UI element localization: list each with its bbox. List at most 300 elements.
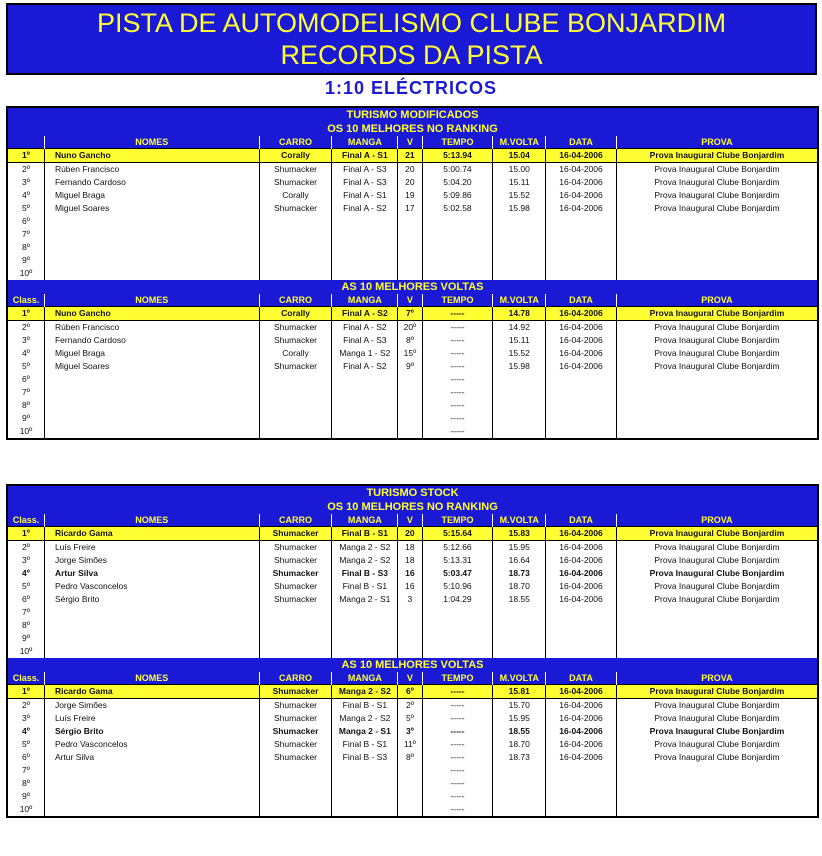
table-row — [8, 176, 817, 189]
cell-best-lap: 15.70 — [493, 699, 546, 713]
cell-class: 4º — [8, 725, 44, 738]
cell-car — [259, 399, 332, 412]
cell-laps — [398, 764, 422, 777]
cell-best-lap — [493, 373, 546, 386]
cell-car: Corally — [259, 347, 332, 360]
table-row — [8, 593, 817, 606]
cell-time: 5:00.74 — [422, 163, 493, 177]
cell-heat — [332, 619, 398, 632]
cell-date: 16-04-2006 — [546, 738, 617, 751]
table-row — [8, 541, 817, 555]
stock-laps-table — [8, 658, 817, 816]
column-header-car: CARRO — [259, 136, 332, 149]
cell-best-lap: 15.52 — [493, 347, 546, 360]
cell-event — [616, 790, 817, 803]
column-header-laps: V — [398, 294, 422, 307]
table-row — [8, 790, 817, 803]
cell-laps — [398, 373, 422, 386]
cell-best-lap — [493, 619, 546, 632]
cell-time: ----- — [422, 373, 493, 386]
cell-best-lap — [493, 241, 546, 254]
column-header-date: DATA — [546, 136, 617, 149]
section-caption: AS 10 MELHORES VOLTAS — [8, 280, 817, 294]
cell-best-lap — [493, 790, 546, 803]
cell-class: 7º — [8, 764, 44, 777]
cell-name — [44, 228, 259, 241]
cell-time: ----- — [422, 738, 493, 751]
cell-class: 10º — [8, 425, 44, 438]
cell-best-lap — [493, 606, 546, 619]
cell-car: Shumacker — [259, 725, 332, 738]
column-header-time: TEMPO — [422, 514, 493, 527]
cell-class: 7º — [8, 228, 44, 241]
cell-date — [546, 777, 617, 790]
cell-name — [44, 645, 259, 658]
cell-laps: 20 — [398, 527, 422, 541]
cell-date — [546, 373, 617, 386]
cell-date — [546, 619, 617, 632]
cell-car: Shumacker — [259, 202, 332, 215]
cell-time: 5:03.47 — [422, 567, 493, 580]
cell-best-lap: 15.98 — [493, 202, 546, 215]
cell-heat: Manga 2 - S2 — [332, 541, 398, 555]
cell-class: 2º — [8, 321, 44, 335]
modificados-ranking-table — [8, 108, 817, 280]
cell-laps: 2º — [398, 699, 422, 713]
cell-name — [44, 803, 259, 816]
cell-laps — [398, 215, 422, 228]
column-header-event: PROVA — [616, 514, 817, 527]
cell-laps — [398, 267, 422, 280]
title-line-1: PISTA DE AUTOMODELISMO CLUBE BONJARDIM — [96, 8, 727, 38]
cell-class: 10º — [8, 267, 44, 280]
table-row — [8, 606, 817, 619]
cell-best-lap: 15.00 — [493, 163, 546, 177]
cell-time: 5:02.58 — [422, 202, 493, 215]
cell-class: 8º — [8, 241, 44, 254]
column-header-event: PROVA — [616, 672, 817, 685]
table-row — [8, 215, 817, 228]
cell-event: Prova Inaugural Clube Bonjardim — [654, 581, 780, 591]
cell-heat: Final A - S1 — [332, 189, 398, 202]
cell-best-lap — [493, 215, 546, 228]
cell-name: Pedro Vasconcelos — [44, 580, 259, 593]
cell-name: Rúben Francisco — [44, 321, 259, 335]
cell-laps — [398, 412, 422, 425]
cell-class: 3º — [8, 334, 44, 347]
cell-heat — [332, 373, 398, 386]
column-header-date: DATA — [546, 672, 617, 685]
cell-time — [422, 632, 493, 645]
cell-event: Prova Inaugural Clube Bonjardim — [654, 335, 780, 345]
cell-car: Shumacker — [259, 567, 332, 580]
cell-date: 16-04-2006 — [546, 685, 617, 699]
cell-laps: 3 — [398, 593, 422, 606]
cell-date — [546, 764, 617, 777]
table-row — [8, 751, 817, 764]
table-row — [8, 803, 817, 816]
cell-time: 5:15.64 — [422, 527, 493, 541]
cell-class: 1º — [8, 149, 44, 163]
cell-time: ----- — [422, 803, 493, 816]
cell-name: Ricardo Gama — [44, 685, 259, 699]
cell-class: 6º — [8, 373, 44, 386]
cell-heat: Manga 2 - S2 — [332, 712, 398, 725]
cell-time — [422, 619, 493, 632]
cell-time: ----- — [422, 751, 493, 764]
cell-heat: Manga 2 - S1 — [332, 593, 398, 606]
cell-best-lap: 15.95 — [493, 712, 546, 725]
cell-time — [422, 215, 493, 228]
cell-date — [546, 241, 617, 254]
cell-class: 6º — [8, 751, 44, 764]
cell-heat: Final A - S2 — [332, 321, 398, 335]
table-row — [8, 347, 817, 360]
column-header-name: NOMES — [44, 514, 259, 527]
cell-date: 16-04-2006 — [546, 541, 617, 555]
table-row — [8, 619, 817, 632]
cell-event — [616, 399, 817, 412]
cell-name — [44, 254, 259, 267]
column-header-date: DATA — [546, 294, 617, 307]
cell-date — [546, 215, 617, 228]
cell-laps — [398, 645, 422, 658]
table-row — [8, 712, 817, 725]
cell-name — [44, 386, 259, 399]
cell-heat: Final A - S2 — [332, 307, 398, 321]
cell-event — [616, 777, 817, 790]
cell-laps: 8º — [398, 334, 422, 347]
column-header-class: Class. — [8, 672, 44, 685]
cell-class: 9º — [8, 632, 44, 645]
cell-class: 7º — [8, 386, 44, 399]
cell-time: ----- — [422, 321, 493, 335]
column-header-name: NOMES — [44, 136, 259, 149]
cell-date — [546, 632, 617, 645]
cell-class: 10º — [8, 803, 44, 816]
cell-car: Shumacker — [259, 712, 332, 725]
cell-class: 3º — [8, 712, 44, 725]
cell-heat — [332, 399, 398, 412]
cell-event — [616, 606, 817, 619]
cell-name — [44, 412, 259, 425]
cell-event — [616, 215, 817, 228]
cell-best-lap: 15.95 — [493, 541, 546, 555]
title-line-2: RECORDS DA PISTA — [280, 40, 543, 70]
cell-date: 16-04-2006 — [546, 321, 617, 335]
table-row — [8, 202, 817, 215]
cell-event: Prova Inaugural Clube Bonjardim — [654, 713, 780, 723]
cell-laps — [398, 254, 422, 267]
cell-laps — [398, 790, 422, 803]
cell-car: Shumacker — [259, 554, 332, 567]
cell-heat: Final B - S1 — [332, 527, 398, 541]
cell-heat — [332, 425, 398, 438]
cell-car — [259, 412, 332, 425]
cell-class: 5º — [8, 360, 44, 373]
cell-best-lap — [493, 777, 546, 790]
cell-class: 5º — [8, 580, 44, 593]
cell-date: 16-04-2006 — [546, 580, 617, 593]
cell-laps: 8º — [398, 751, 422, 764]
column-header-row — [8, 136, 817, 149]
cell-car: Shumacker — [259, 321, 332, 335]
modificados-block — [6, 106, 819, 440]
cell-class: 4º — [8, 347, 44, 360]
cell-best-lap — [493, 228, 546, 241]
cell-car: Shumacker — [259, 541, 332, 555]
cell-laps — [398, 606, 422, 619]
cell-date: 16-04-2006 — [546, 360, 617, 373]
cell-name — [44, 241, 259, 254]
section-subcaption: OS 10 MELHORES NO RANKING — [8, 122, 817, 136]
table-row — [8, 254, 817, 267]
table-row — [8, 267, 817, 280]
cell-car — [259, 373, 332, 386]
cell-time — [422, 228, 493, 241]
cell-laps: 19 — [398, 189, 422, 202]
cell-time: 5:12.66 — [422, 541, 493, 555]
cell-heat: Final B - S1 — [332, 699, 398, 713]
cell-name — [44, 790, 259, 803]
cell-name — [44, 425, 259, 438]
cell-car: Shumacker — [259, 580, 332, 593]
cell-name: Rúben Francisco — [44, 163, 259, 177]
cell-heat — [332, 386, 398, 399]
cell-date — [546, 228, 617, 241]
cell-date: 16-04-2006 — [546, 202, 617, 215]
cell-name: Miguel Braga — [44, 347, 259, 360]
cell-time: ----- — [422, 712, 493, 725]
cell-heat — [332, 215, 398, 228]
cell-best-lap: 16.64 — [493, 554, 546, 567]
cell-best-lap: 15.11 — [493, 176, 546, 189]
cell-laps: 11º — [398, 738, 422, 751]
cell-best-lap — [493, 399, 546, 412]
cell-event — [616, 764, 817, 777]
cell-name: Sérgio Brito — [44, 593, 259, 606]
cell-date: 16-04-2006 — [546, 163, 617, 177]
table-row — [8, 632, 817, 645]
cell-car: Shumacker — [259, 176, 332, 189]
cell-date — [546, 425, 617, 438]
cell-laps: 18 — [398, 541, 422, 555]
cell-car — [259, 215, 332, 228]
column-header-class: Class. — [8, 514, 44, 527]
cell-heat: Manga 1 - S2 — [332, 347, 398, 360]
cell-best-lap — [493, 645, 546, 658]
cell-time: 1:04.29 — [422, 593, 493, 606]
cell-name — [44, 632, 259, 645]
cell-date: 16-04-2006 — [546, 176, 617, 189]
cell-class: 2º — [8, 541, 44, 555]
cell-car: Shumacker — [259, 527, 332, 541]
cell-class: 8º — [8, 399, 44, 412]
table-row — [8, 241, 817, 254]
cell-class: 5º — [8, 738, 44, 751]
cell-name — [44, 373, 259, 386]
cell-time: ----- — [422, 685, 493, 699]
table-row — [8, 567, 817, 580]
table-row — [8, 685, 817, 699]
cell-event — [616, 425, 817, 438]
cell-best-lap: 18.55 — [493, 593, 546, 606]
cell-car: Corally — [259, 189, 332, 202]
cell-date: 16-04-2006 — [546, 712, 617, 725]
cell-car — [259, 632, 332, 645]
table-row — [8, 425, 817, 438]
cell-time: ----- — [422, 334, 493, 347]
table-row — [8, 554, 817, 567]
column-header-class: Class. — [8, 294, 44, 307]
cell-date — [546, 267, 617, 280]
column-header-best-lap: M.VOLTA — [493, 136, 546, 149]
cell-heat — [332, 645, 398, 658]
table-row — [8, 764, 817, 777]
cell-laps: 3º — [398, 725, 422, 738]
cell-car: Shumacker — [259, 593, 332, 606]
cell-event — [616, 632, 817, 645]
table-row — [8, 321, 817, 335]
cell-laps: 15º — [398, 347, 422, 360]
cell-name: Miguel Soares — [44, 202, 259, 215]
cell-name: Fernando Cardoso — [44, 334, 259, 347]
cell-car — [259, 267, 332, 280]
cell-event — [616, 267, 817, 280]
cell-time: ----- — [422, 790, 493, 803]
cell-name: Luís Freire — [44, 712, 259, 725]
cell-name: Artur Silva — [44, 751, 259, 764]
stock-block — [6, 484, 819, 818]
cell-laps: 17 — [398, 202, 422, 215]
cell-car: Shumacker — [259, 751, 332, 764]
cell-car — [259, 803, 332, 816]
cell-laps — [398, 619, 422, 632]
cell-best-lap: 15.81 — [493, 685, 546, 699]
cell-laps: 7º — [398, 307, 422, 321]
cell-heat — [332, 777, 398, 790]
cell-class: 3º — [8, 554, 44, 567]
cell-name: Miguel Soares — [44, 360, 259, 373]
cell-class: 1º — [8, 527, 44, 541]
cell-car — [259, 254, 332, 267]
table-row — [8, 373, 817, 386]
cell-name: Miguel Braga — [44, 189, 259, 202]
cell-car: Corally — [259, 149, 332, 163]
cell-date: 16-04-2006 — [546, 307, 617, 321]
cell-time — [422, 254, 493, 267]
cell-class: 9º — [8, 790, 44, 803]
cell-class: 8º — [8, 777, 44, 790]
column-header-time: TEMPO — [422, 136, 493, 149]
table-row — [8, 149, 817, 163]
cell-heat — [332, 254, 398, 267]
cell-best-lap — [493, 412, 546, 425]
category-title: 1:10 ELÉCTRICOS — [324, 78, 498, 98]
cell-car — [259, 790, 332, 803]
table-row — [8, 386, 817, 399]
cell-time: ----- — [422, 307, 493, 321]
cell-heat: Manga 2 - S1 — [332, 725, 398, 738]
cell-heat: Final A - S3 — [332, 176, 398, 189]
cell-date: 16-04-2006 — [546, 593, 617, 606]
cell-heat — [332, 803, 398, 816]
cell-heat — [332, 764, 398, 777]
cell-time: 5:04.20 — [422, 176, 493, 189]
cell-event: Prova Inaugural Clube Bonjardim — [616, 527, 817, 541]
cell-car: Shumacker — [259, 360, 332, 373]
cell-date: 16-04-2006 — [546, 699, 617, 713]
cell-best-lap — [493, 267, 546, 280]
cell-time: ----- — [422, 386, 493, 399]
cell-best-lap — [493, 254, 546, 267]
table-row — [8, 412, 817, 425]
cell-date: 16-04-2006 — [546, 751, 617, 764]
column-header-time: TEMPO — [422, 672, 493, 685]
title-banner — [6, 3, 817, 75]
cell-time — [422, 241, 493, 254]
cell-name — [44, 267, 259, 280]
cell-name — [44, 215, 259, 228]
cell-laps — [398, 777, 422, 790]
cell-event — [616, 254, 817, 267]
table-row — [8, 189, 817, 202]
table-row — [8, 307, 817, 321]
cell-event: Prova Inaugural Clube Bonjardim — [654, 177, 780, 187]
cell-event: Prova Inaugural Clube Bonjardim — [649, 568, 785, 578]
cell-heat: Final A - S3 — [332, 163, 398, 177]
cell-time: 5:13.94 — [422, 149, 493, 163]
cell-laps — [398, 632, 422, 645]
cell-car: Shumacker — [259, 738, 332, 751]
column-header-car: CARRO — [259, 514, 332, 527]
cell-date — [546, 254, 617, 267]
cell-date — [546, 790, 617, 803]
cell-laps — [398, 386, 422, 399]
cell-event: Prova Inaugural Clube Bonjardim — [654, 361, 780, 371]
cell-date: 16-04-2006 — [546, 189, 617, 202]
column-header-car: CARRO — [259, 294, 332, 307]
cell-laps — [398, 241, 422, 254]
cell-name — [44, 399, 259, 412]
column-header-row — [8, 672, 817, 685]
cell-best-lap — [493, 803, 546, 816]
cell-time: ----- — [422, 764, 493, 777]
cell-event — [616, 645, 817, 658]
cell-event: Prova Inaugural Clube Bonjardim — [654, 700, 780, 710]
cell-car — [259, 241, 332, 254]
cell-date: 16-04-2006 — [546, 527, 617, 541]
cell-laps — [398, 425, 422, 438]
cell-event: Prova Inaugural Clube Bonjardim — [616, 307, 817, 321]
cell-event: Prova Inaugural Clube Bonjardim — [654, 555, 780, 565]
cell-name: Luís Freire — [44, 541, 259, 555]
cell-heat: Manga 2 - S2 — [332, 554, 398, 567]
cell-time: 5:10.96 — [422, 580, 493, 593]
cell-date — [546, 399, 617, 412]
cell-heat — [332, 228, 398, 241]
cell-name — [44, 777, 259, 790]
cell-event: Prova Inaugural Clube Bonjardim — [654, 322, 780, 332]
cell-event: Prova Inaugural Clube Bonjardim — [616, 685, 817, 699]
cell-heat: Final B - S3 — [332, 751, 398, 764]
cell-laps: 5º — [398, 712, 422, 725]
cell-laps — [398, 228, 422, 241]
cell-class: 4º — [8, 567, 44, 580]
cell-best-lap: 15.04 — [493, 149, 546, 163]
cell-laps: 18 — [398, 554, 422, 567]
column-header-heat: MANGA — [332, 136, 398, 149]
